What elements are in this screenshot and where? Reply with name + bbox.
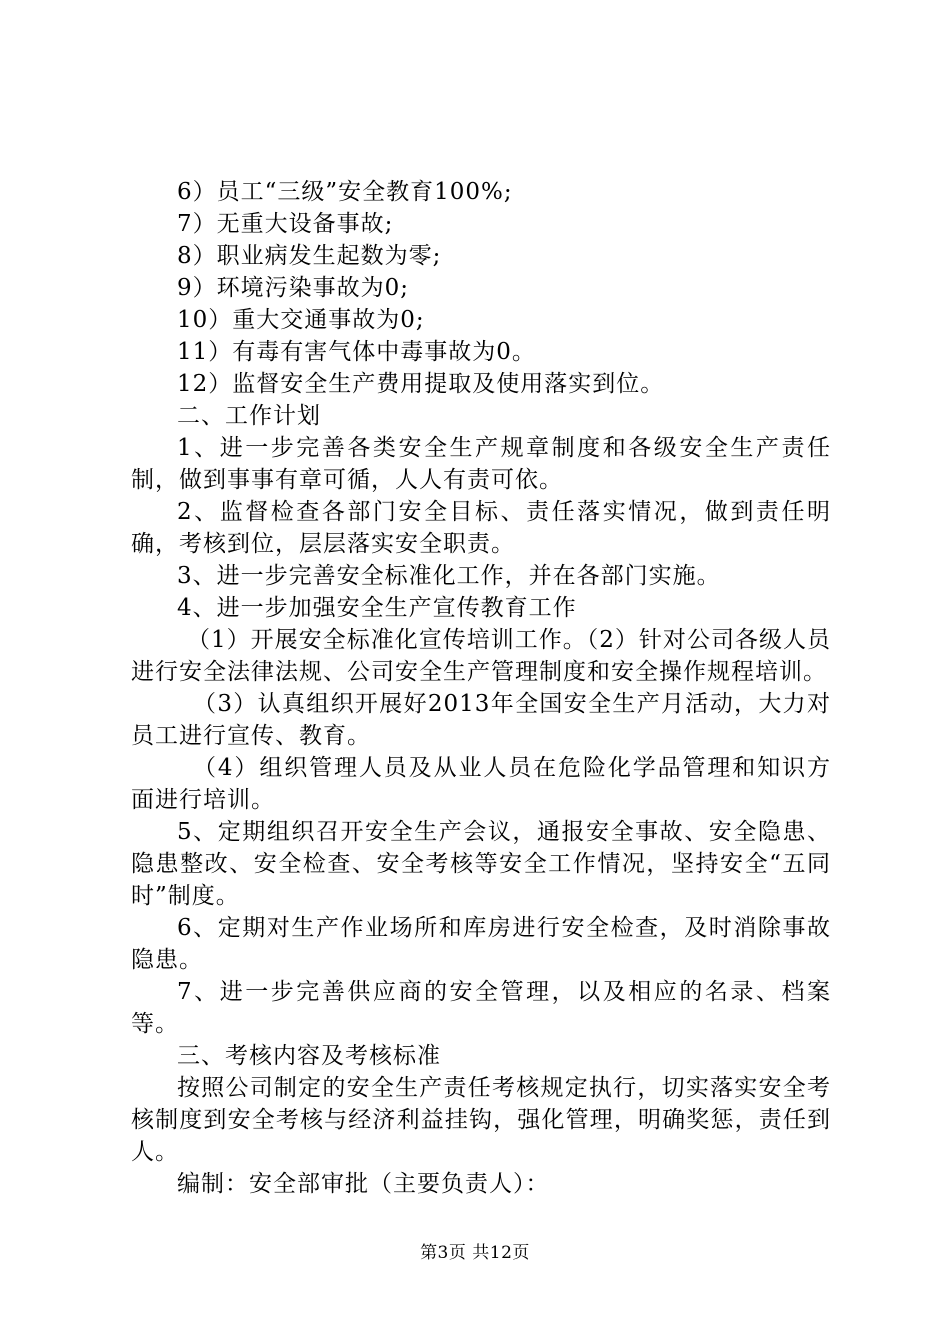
goal-item-9: 9）环境污染事故为0; xyxy=(177,275,410,301)
plan-item-1: 1、进一步完善各类安全生产规章制度和各级安全生产责任制，做到事事有章可循，人人有责可依。 xyxy=(131,435,831,493)
goal-item-7: 7）无重大设备事故; xyxy=(177,211,394,237)
plan-subitem-3: （3）认真组织开展好2013年全国安全生产月活动，大力对员工进行宣传、教育。 xyxy=(131,691,831,749)
plan-subitem-1-2: （1）开展安全标准化宣传培训工作。（2）针对公司各级人员进行安全法律法规、公司安全生产管理制度和安全操作规程培训。 xyxy=(131,627,831,685)
assessment-text: 按照公司制定的安全生产责任考核规定执行，切实落实安全考核制度到安全考核与经济利益挂钩，强化管理，明确奖惩，责任到人。 xyxy=(131,1075,831,1165)
goal-item-10: 10）重大交通事故为0; xyxy=(177,307,425,333)
page-footer: 第3页 共12页 xyxy=(420,1243,530,1263)
plan-item-3: 3、进一步完善安全标准化工作，并在各部门实施。 xyxy=(177,563,721,589)
signature-line: 编制：安全部审批（主要负责人）： xyxy=(177,1171,550,1197)
plan-subitem-4: （4）组织管理人员及从业人员在危险化学品管理和知识方面进行培训。 xyxy=(131,755,831,813)
plan-item-7: 7、进一步完善供应商的安全管理，以及相应的名录、档案等。 xyxy=(131,979,831,1037)
goal-item-12: 12）监督安全生产费用提取及使用落实到位。 xyxy=(177,371,665,397)
section-heading-work-plan: 二、工作计划 xyxy=(177,403,321,429)
section-heading-assessment: 三、考核内容及考核标准 xyxy=(177,1043,441,1069)
goal-item-8: 8）职业病发生起数为零; xyxy=(177,243,442,269)
plan-item-4: 4、进一步加强安全生产宣传教育工作 xyxy=(177,595,577,621)
goal-item-6: 6）员工“三级”安全教育100%; xyxy=(177,179,513,205)
plan-item-5: 5、定期组织召开安全生产会议，通报安全事故、安全隐患、隐患整改、安全检查、安全考核等安全工作情况，坚持安全“五同时”制度。 xyxy=(131,819,831,909)
document-body xyxy=(131,176,831,1200)
goal-item-11: 11）有毒有害气体中毒事故为0。 xyxy=(177,339,536,365)
plan-item-2: 2、监督检查各部门安全目标、责任落实情况，做到责任明确，考核到位，层层落实安全职责。 xyxy=(131,499,831,557)
plan-item-6: 6、定期对生产作业场所和库房进行安全检查，及时消除事故隐患。 xyxy=(131,915,831,973)
